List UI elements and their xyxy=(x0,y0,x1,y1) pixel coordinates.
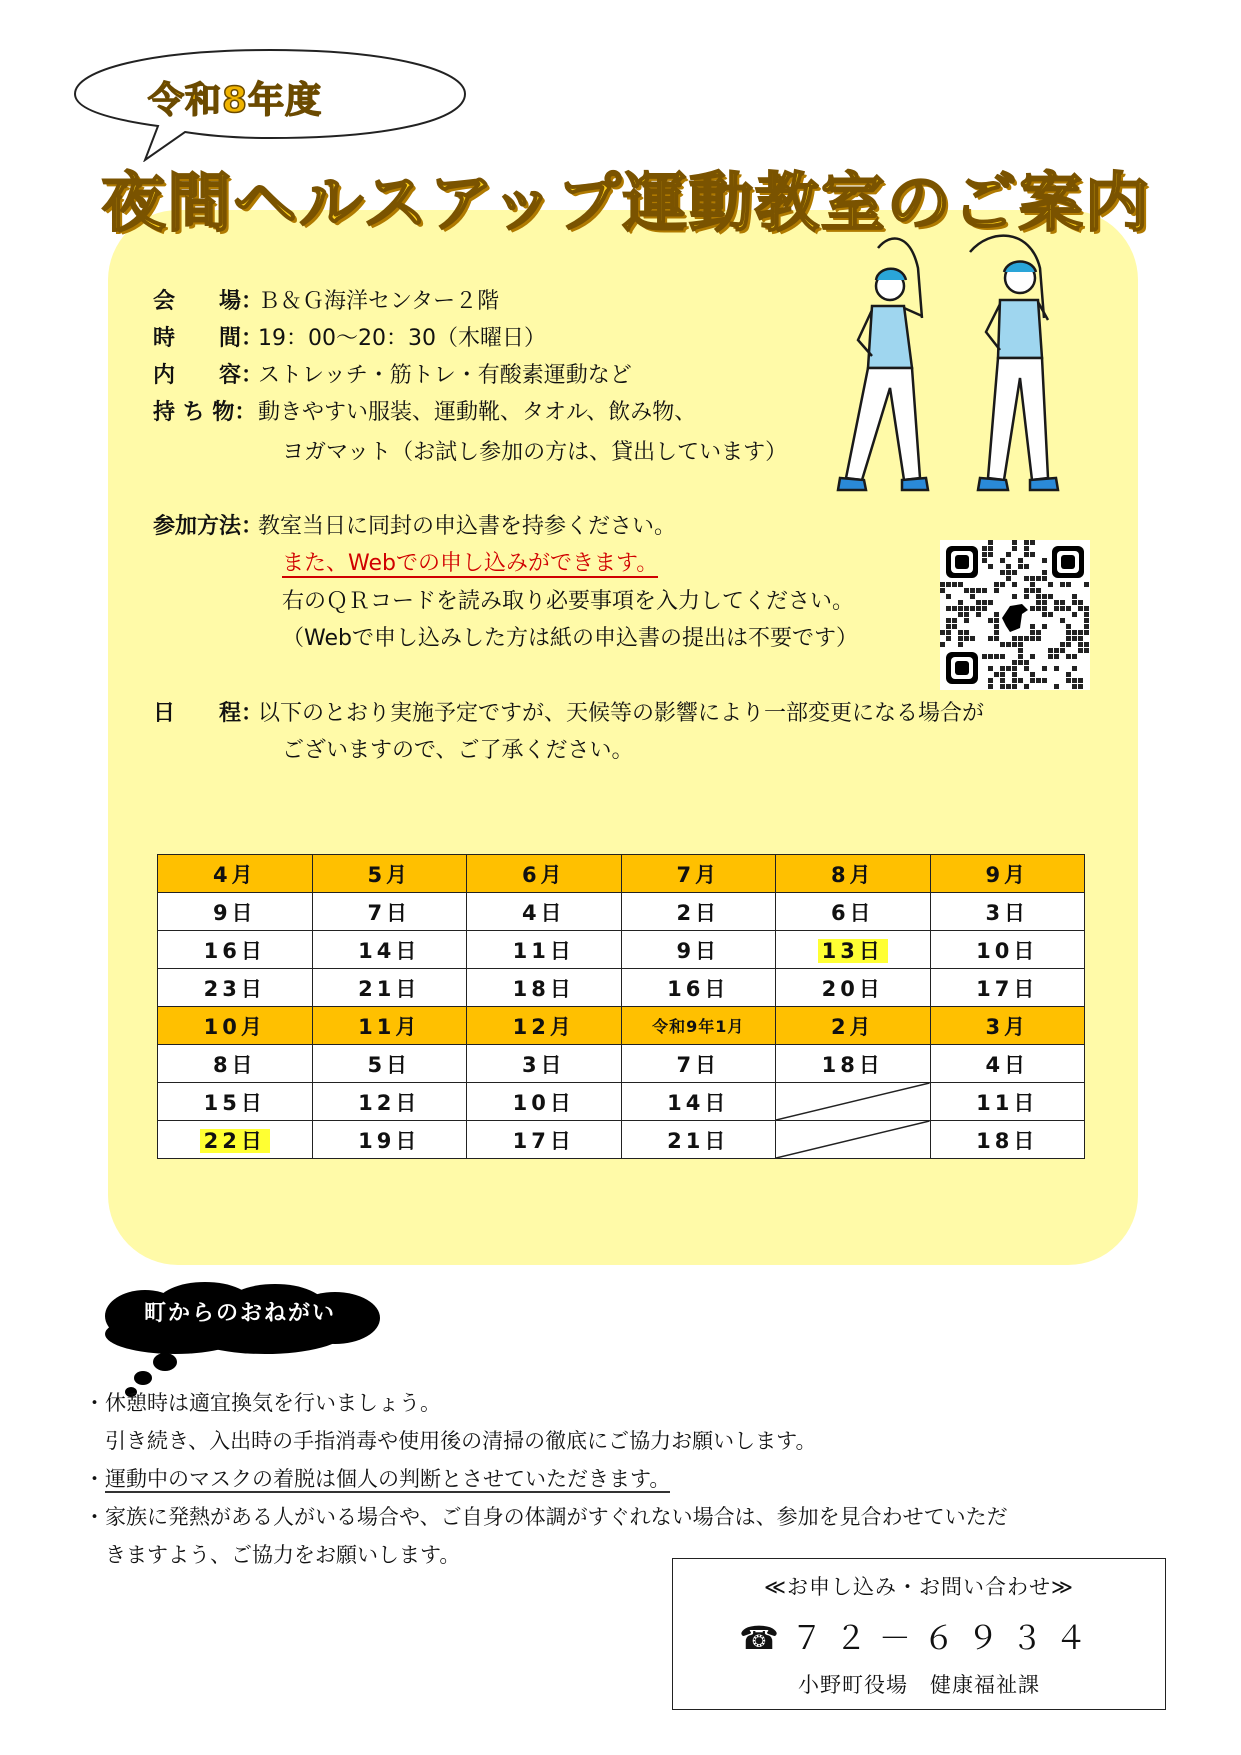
page-title: 夜間ヘルスアップ運動教室のご案内 xyxy=(101,167,1151,241)
time-label: 時 間： xyxy=(153,326,264,351)
month-header: 8月 xyxy=(776,855,931,893)
phone-icon: ☎ xyxy=(739,1619,791,1657)
method-label: 参加方法： xyxy=(153,514,264,539)
time-value: 19：00～20：30（木曜日） xyxy=(258,326,546,351)
schedule-date: 7日 xyxy=(312,893,467,931)
month-header: 5月 xyxy=(312,855,467,893)
empty-slot xyxy=(776,1083,931,1121)
notice-item: きますよう、ご協力をお願いします。 xyxy=(84,1543,461,1567)
schedule-date: 10日 xyxy=(467,1083,622,1121)
schedule-date: 8日 xyxy=(158,1045,313,1083)
schedule-date: 23日 xyxy=(158,969,313,1007)
month-header: 7月 xyxy=(621,855,776,893)
schedule-date: 14日 xyxy=(312,931,467,969)
schedule-date: 21日 xyxy=(312,969,467,1007)
schedule-date: 4日 xyxy=(467,893,622,931)
schedule-date xyxy=(158,1121,313,1159)
schedule-value-2: ございますので、ご了承ください。 xyxy=(282,738,634,763)
schedule-date: 17日 xyxy=(930,969,1085,1007)
schedule-date xyxy=(776,931,931,969)
schedule-date: 14日 xyxy=(621,1083,776,1121)
items-label: 持 ち 物： xyxy=(153,400,257,425)
mask-note: 運動中のマスクの着脱は個人の判断とさせていただきます。 xyxy=(105,1467,671,1491)
empty-slot xyxy=(776,1121,931,1159)
schedule-date: 12日 xyxy=(312,1083,467,1121)
schedule-date: 6日 xyxy=(776,893,931,931)
month-header: 3月 xyxy=(930,1007,1085,1045)
schedule-date: 9日 xyxy=(158,893,313,931)
month-header: 12月 xyxy=(467,1007,622,1045)
schedule-date: 16日 xyxy=(621,969,776,1007)
notice-item: 引き続き、入出時の手指消毒や使用後の清掃の徹底にご協力お願いします。 xyxy=(84,1429,817,1453)
highlighted-date: 13日 xyxy=(818,939,888,963)
schedule-date: 18日 xyxy=(467,969,622,1007)
highlighted-date: 22日 xyxy=(200,1129,270,1153)
notice-list xyxy=(84,1384,1008,1574)
schedule-date: 17日 xyxy=(467,1121,622,1159)
schedule-table xyxy=(157,854,1085,1159)
schedule-date: 18日 xyxy=(930,1121,1085,1159)
schedule-date: 20日 xyxy=(776,969,931,1007)
phone-number: ７２－６９３４ xyxy=(790,1619,1099,1657)
notice-item: ・運動中のマスクの着脱は個人の判断とさせていただきます。 xyxy=(84,1467,671,1491)
month-header: 9月 xyxy=(930,855,1085,893)
month-header: 11月 xyxy=(312,1007,467,1045)
schedule-date: 3日 xyxy=(467,1045,622,1083)
schedule-date: 11日 xyxy=(467,931,622,969)
contact-box xyxy=(672,1558,1166,1710)
schedule-date: 19日 xyxy=(312,1121,467,1159)
schedule-date: 15日 xyxy=(158,1083,313,1121)
items-value-2: ヨガマット（お試し参加の方は、貸出しています） xyxy=(282,440,788,465)
schedule-date: 2日 xyxy=(621,893,776,931)
venue-value: Ｂ＆Ｇ海洋センター２階 xyxy=(258,289,500,314)
schedule-date: 18日 xyxy=(776,1045,931,1083)
contact-org: 小野町役場 健康福祉課 xyxy=(798,1673,1040,1697)
schedule-date: 4日 xyxy=(930,1045,1085,1083)
stretching-people-icon xyxy=(830,228,1130,528)
schedule-date: 10日 xyxy=(930,931,1085,969)
web-application-note: また、Webでの申し込みができます。 xyxy=(282,551,659,576)
subtitle: 令和8年度 xyxy=(148,80,323,121)
content-value: ストレッチ・筋トレ・有酸素運動など xyxy=(258,363,632,388)
month-header: 2月 xyxy=(776,1007,931,1045)
schedule-date: 11日 xyxy=(930,1083,1085,1121)
notice-title: 町からのおねがい xyxy=(143,1301,336,1326)
month-header: 10月 xyxy=(158,1007,313,1045)
schedule-value-1: 以下のとおり実施予定ですが、天候等の影響により一部変更になる場合が xyxy=(258,701,985,726)
month-header: 令和9年1月 xyxy=(621,1007,776,1045)
method-value-4: （Webで申し込みした方は紙の申込書の提出は不要です） xyxy=(282,626,858,651)
month-header: 4月 xyxy=(158,855,313,893)
month-header: 6月 xyxy=(467,855,622,893)
items-value-1: 動きやすい服装、運動靴、タオル、飲み物、 xyxy=(258,400,697,425)
notice-item: ・家族に発熱がある人がいる場合や、ご自身の体調がすぐれない場合は、参加を見合わせていただ xyxy=(84,1505,1008,1529)
schedule-date: 21日 xyxy=(621,1121,776,1159)
schedule-date: 7日 xyxy=(621,1045,776,1083)
method-value-3: 右のＱＲコードを読み取り必要事項を入力してください。 xyxy=(282,589,855,614)
empty-slot-line xyxy=(776,1083,930,1120)
content-label: 内 容： xyxy=(153,363,264,388)
qr-code-icon[interactable] xyxy=(940,540,1090,690)
notice-item: ・休憩時は適宜換気を行いましょう。 xyxy=(84,1391,441,1415)
contact-phone[interactable] xyxy=(673,1613,1165,1659)
contact-heading: ≪お申し込み・お問い合わせ≫ xyxy=(764,1575,1074,1599)
method-value-1: 教室当日に同封の申込書を持参ください。 xyxy=(258,514,677,539)
schedule-date: 16日 xyxy=(158,931,313,969)
empty-slot-line xyxy=(776,1121,930,1158)
venue-label: 会 場： xyxy=(153,289,264,314)
schedule-date: 9日 xyxy=(621,931,776,969)
schedule-date: 5日 xyxy=(312,1045,467,1083)
schedule-date: 3日 xyxy=(930,893,1085,931)
schedule-label: 日 程： xyxy=(153,701,264,726)
